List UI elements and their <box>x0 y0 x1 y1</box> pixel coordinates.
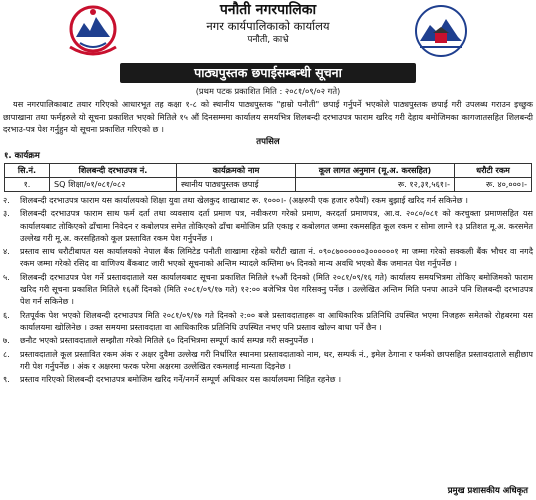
notes-list <box>3 194 533 386</box>
cell-cost-estimate: रू. १२,३१,५६१।- <box>296 178 455 192</box>
list-item: ७. छनौट भएको प्रस्तावदाताले सम्झौता गरेको मितिले ६० दिनभित्रमा सम्पूर्ण कार्य सम्पन्न गरी सक्नुपर्नेछ । <box>3 335 314 346</box>
col-cost-estimate: कूल लागत अनुमान (मू.अ. करसहित) <box>296 164 455 178</box>
cell-program-name: स्थानीय पाठ्यपुस्तक छपाई <box>177 178 296 192</box>
table-row <box>5 178 532 192</box>
cell-deposit: रू. ४०,०००।- <box>455 178 532 192</box>
signatory-title: प्रमुख प्रशासकीय अधिकृत <box>447 486 528 496</box>
list-item: ८. प्रस्तावदाताले कूल प्रस्तावित रकम अंक र अक्षर दुवैमा उल्लेख गरी निर्धारित स्थानमा प्रस्तावदाताको नाम, थर, सम्पर्क नं., इमेल ठेगाना र फर्मको छापसहित प्रस्तावदाताले सहीछाप गरी पेश गर्नुपर्नेछ । अंक र अक्षरमा फरक परेमा अक्षरमा उल्लेखित रकमलाई मान्यता दिइनेछ । <box>3 348 533 371</box>
list-item: ९. प्रस्ताव गरिएको शिलबन्दी दरभाउपत्र बमोजिम खरिद गर्ने/नगर्ने सम्पूर्ण अधिकार यस कार्यालयमा निहित रहनेछ । <box>3 374 342 385</box>
list-item: २. शिलबन्दी दरभाउपत्र फाराम यस कार्यालयको शिक्षा युवा तथा खेलकुद शाखाबाट रू. १०००।- (अक्षरुपी एक हजार रुपैयाँ) रकम बुझाई खरिद गर्न सकिनेछ । <box>3 195 469 205</box>
publication-date: (प्रथम पटक प्रकाशित मिति : २०८१/०९/०२ गते) <box>195 86 341 96</box>
letterhead <box>0 0 536 62</box>
intro-paragraph: यस नगरपालिकाबाट तयार गरिएको आधारभूत तह कक्षा १-८ को स्थानीय पाठ्यपुस्तक "हाम्रो पनौती" छपाई गर्नुपर्ने भएकोले पाठ्यपुस्तक छपाई गरी उपलब्ध गराउन इच्छुक छापाखाना तथा फर्महरुले यो सूचना प्रकाशित भएको मितिले १५ औं दिनसम्ममा कार्यालय समयभित्र शिलबन्दी दरभाउपत्र फाराम खरिद गरी देहाय बमोजिमका कागजातसहित शिलबन्दी दरभाउ-पत्र पेश गर्नुहुन यो सूचना प्रकाशित गरिएको छ । <box>3 99 533 135</box>
col-serial: सि.नं. <box>5 164 50 178</box>
office-name: नगर कार्यपालिकाको कार्यालय <box>206 19 330 33</box>
municipality-logo-icon <box>408 3 474 59</box>
col-deposit: धरौटी रकम <box>455 164 532 178</box>
municipality-name: पनौती नगरपालिका <box>219 2 317 18</box>
office-location: पनौती, काभ्रे <box>247 35 289 45</box>
list-item: ६. रितपूर्वक पेश भएको शिलबन्दी दरभाउपत्र मिति २०८१/०९/१७ गते दिनको २:०० बजे प्रस्तावदाताहरू वा आधिकारिक प्रतिनिधि उपस्थित भएमा निजहरू समेतको रोहबरमा यस कार्यालयमा खोलिनेछ । उक्त समयमा प्रस्तावदाता वा आधिकारिक प्रतिनिधि उपस्थित नभए पनि प्रस्ताव खोल्न बाधा पर्ने छैन । <box>3 309 533 332</box>
list-item: ३. शिलबन्दी दरभाउपत्र फाराम साथ फर्म दर्ता तथा व्यवसाय दर्ता प्रमाण पत्र, नवीकरण गरेको प्रमाण, करदर्ता प्रमाणपत्र, आ.व. २०८०/०८१ को करचुक्ता प्रमाणसहित यस कार्यालयबाट तोकिएको ढाँचामा निवेदन र कबोलपत्र समेत तोकिएको ढाँचा बमोजिम प्रति एकाइ र कबोलगत जम्मा रकमसहित कूल रकम र सोमा लाग्ने १३ प्रतिशत मू.अ. करसमेत उल्लेख गरी मू.अ. करसहितको कूल प्रस्तावित रकम पेश गर्नुपर्नेछ । <box>3 208 533 243</box>
cell-quotation-no: SQ शिक्षा/०१/०८१/०८२ <box>50 178 177 192</box>
list-item: ४. प्रस्ताव साथ धरौटीबापत यस कार्यालयको नेपाल बैंक लिमिटेड पनौती शाखामा रहेको धरौटी खाता नं. ०९०८७००००००३००००००१ मा जम्मा गरेको सक्कली बैंक भौचर वा नगदै रकम जम्मा गरेको रसिद वा वाणिज्य बैंकबाट जारी भएको सूचनाको अन्तिम म्यादले कम्तिमा ७५ दिनको मान्य अवधि भएको बैंक जमानत पेश गर्नुपर्नेछ । <box>3 246 533 269</box>
list-item: ५. शिलबन्दी दरभाउपत्र पेश गर्ने प्रस्तावदाताले यस कार्यालयबाट सूचना प्रकाशित मितिले १५औं दिनको (मिति २०८१/०९/१६ गते) कार्यालय समयभित्रमा तोकिए बमोजिमको फाराम खरिद गरी सूचना प्रकाशित मितिले १६औं दिनको (मिति २०८१/०९/१७ गते) १२:०० बजेभित्र पेश गरिसक्नु पर्नेछ । उल्लेखित अन्तिम मिति पनपा आउने पनि शिलबन्दी दरभाउपत्र पेश गर्न सकिनेछ । <box>3 271 533 307</box>
nepal-government-emblem-icon <box>60 3 126 59</box>
notice-title-banner: पाठ्यपुस्तक छपाईसम्बन्धी सूचना <box>120 63 416 83</box>
cell-serial: १. <box>5 178 50 192</box>
details-heading: तपसिल <box>256 137 280 147</box>
col-quotation-no: शिलबन्दी दरभाउपत्र नं. <box>50 164 177 178</box>
letterhead-text <box>140 2 396 46</box>
col-program-name: कार्यक्रमको नाम <box>177 164 296 178</box>
table-header-row <box>5 164 532 178</box>
program-heading: १. कार्यक्रम <box>4 151 40 161</box>
program-table <box>4 163 532 192</box>
